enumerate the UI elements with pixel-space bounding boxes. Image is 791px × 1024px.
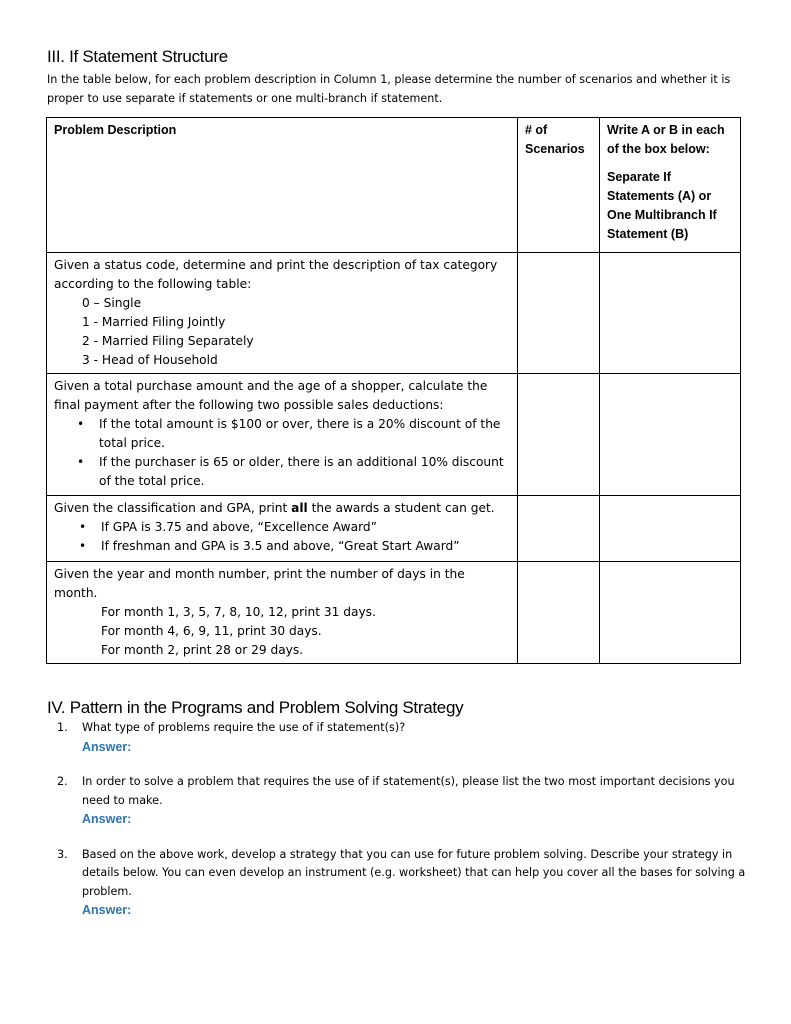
problem-intro-start: Given the classification and GPA, print <box>54 501 292 515</box>
status-code-line: 1 - Married Filing Jointly <box>82 315 226 329</box>
status-code-line: 2 - Married Filing Separately <box>82 334 254 348</box>
header-a-or-b-options: Separate If Statements (A) or One Multibranch If Statement (B) <box>607 170 717 241</box>
section-4-title: IV. Pattern in the Programs and Problem Solving Strategy <box>47 698 464 717</box>
question-list <box>57 719 747 936</box>
question-item <box>57 846 747 920</box>
problem-intro: Given a total purchase amount and the age of a shopper, calculate the final payment after the following two possible sales deductions: <box>54 379 488 412</box>
problem-description-cell <box>47 562 518 664</box>
a-or-b-answer-box[interactable] <box>600 374 741 496</box>
scenarios-answer-box[interactable] <box>518 562 600 664</box>
deduction-list <box>54 415 511 491</box>
list-item: • If freshman and GPA is 3.5 and above, “Great Start Award” <box>101 537 511 556</box>
answer-label[interactable]: Answer: <box>82 812 132 826</box>
question-text: Based on the above work, develop a strategy that you can use for future problem solving. Describe your strategy in details below. You can even develop an instrument (e.g. worksheet) that can help you cover all the bases for solving a problem. <box>82 847 746 898</box>
answer-label[interactable]: Answer: <box>82 739 132 754</box>
table-row <box>47 562 741 664</box>
header-problem-description: Problem Description <box>47 118 518 253</box>
problem-intro-end: the awards a student can get. <box>307 501 495 515</box>
table-row <box>47 496 741 562</box>
problem-intro: Given a status code, determine and print the description of tax category according to the following table: <box>54 258 498 291</box>
list-item: • If the purchaser is 65 or older, there is an additional 10% discount of the total price. <box>99 453 511 491</box>
answer-label[interactable]: Answer: <box>82 903 132 917</box>
header-a-or-b-instruction: Write A or B in each of the box below: <box>607 123 725 156</box>
a-or-b-answer-box[interactable] <box>600 562 741 664</box>
a-or-b-answer-box[interactable] <box>600 253 741 374</box>
problem-intro <box>54 499 511 518</box>
question-item <box>57 719 747 756</box>
section-3-title: III. If Statement Structure <box>47 47 228 66</box>
problem-description-cell <box>47 374 518 496</box>
table-header-row <box>47 118 741 253</box>
question-text: What type of problems require the use of if statement(s)? <box>82 721 406 734</box>
problem-description-cell <box>47 496 518 562</box>
question-number: 3. <box>57 847 68 861</box>
if-structure-table <box>46 117 741 664</box>
month-rule-line: For month 1, 3, 5, 7, 8, 10, 12, print 31 days. <box>101 605 376 619</box>
status-code-line: 0 – Single <box>82 296 142 310</box>
list-item: • If GPA is 3.75 and above, “Excellence Award” <box>101 518 511 537</box>
problem-description-cell <box>47 253 518 374</box>
awards-list <box>54 518 511 556</box>
scenarios-answer-box[interactable] <box>518 374 600 496</box>
problem-intro: Given the year and month number, print the number of days in the month. <box>54 567 465 600</box>
list-item: • If the total amount is $100 or over, there is a 20% discount of the total price. <box>99 415 511 453</box>
month-rule-line: For month 2, print 28 or 29 days. <box>101 643 304 657</box>
a-or-b-answer-box[interactable] <box>600 496 741 562</box>
section-3-intro: In the table below, for each problem description in Column 1, please determine the number of scenarios and whether it is proper to use separate if statements or one multi-branch if statement. <box>47 73 731 105</box>
problem-intro-emphasis: all <box>291 501 308 515</box>
question-number: 2. <box>57 775 68 788</box>
table-row <box>47 253 741 374</box>
table-row <box>47 374 741 496</box>
header-a-or-b <box>600 118 741 253</box>
header-num-scenarios: # of Scenarios <box>518 118 600 253</box>
question-text: In order to solve a problem that requires the use of if statement(s), please list the two most important decisions you need to make. <box>82 775 735 807</box>
scenarios-answer-box[interactable] <box>518 253 600 374</box>
month-rule-line: For month 4, 6, 9, 11, print 30 days. <box>101 624 322 638</box>
question-item <box>57 773 747 829</box>
status-code-line: 3 - Head of Household <box>82 353 218 367</box>
scenarios-answer-box[interactable] <box>518 496 600 562</box>
question-number: 1. <box>57 721 68 734</box>
